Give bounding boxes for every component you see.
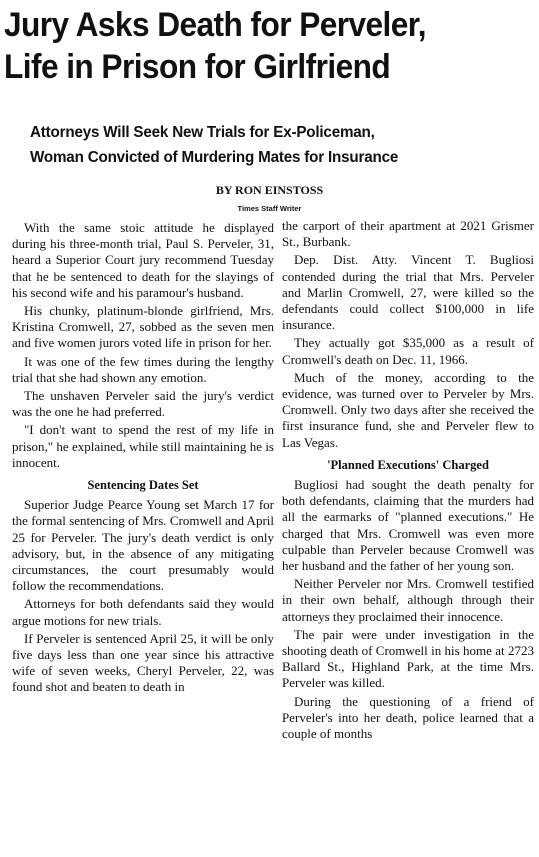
subheadline-line-1: Attorneys Will Seek New Trials for Ex-Policeman, [30, 124, 375, 141]
article-column-right [282, 218, 534, 744]
paragraph: Bugliosi had sought the death penalty for both defendants, claiming that the murders had all the earmarks of "planned executions." He charged that Mrs. Cromwell was even more culpable than Perveler because Cromwell was her husband and the father of her young son. [282, 477, 534, 574]
paragraph: The pair were under investigation in the shooting death of Cromwell in his home at 2723 Ballard St., Highland Park, at the time Mrs. Perveler was killed. [282, 626, 534, 691]
paragraph: Attorneys for both defendants said they would argue motions for new trials. [12, 596, 274, 628]
article-column-left [12, 220, 274, 698]
paragraph: "I don't want to spend the rest of my life in prison," he explained, while still maintaining he is innocent. [12, 422, 274, 470]
paragraph: During the questioning of a friend of Perveler's into her death, police learned that a couple of months [282, 693, 534, 742]
paragraph: Dep. Dist. Atty. Vincent T. Bugliosi contended during the trial that Mrs. Perveler and Marlin Cromwell, 27, were killed so the defendants could collect $100,000 in life insurance. [282, 252, 534, 333]
headline-line-1: Jury Asks Death for Perveler, [4, 6, 427, 44]
headline-line-2: Life in Prison for Girlfriend [4, 48, 391, 86]
section-heading: 'Planned Executions' Charged [327, 457, 489, 472]
paragraph: With the same stoic attitude he displayed during his three-month trial, Paul S. Perveler, 31, heard a Superior Court jury recommend Tuesday that he be sentenced to death for the slayings of his second wife and his paramour's husband. [12, 220, 274, 300]
byline: BY RON EINSTOSS [215, 183, 324, 197]
paragraph: The unshaven Perveler said the jury's verdict was the one he had preferred. [12, 388, 274, 420]
paragraph: His chunky, platinum-blonde girlfriend, Mrs. Kristina Cromwell, 27, sobbed as the seven men and five women jurors voted life in prison for her. [12, 303, 274, 351]
paragraph: They actually got $35,000 as a result of Cromwell's death on Dec. 11, 1966. [282, 335, 534, 367]
paragraph: Much of the money, according to the evidence, was turned over to Perveler by Mrs. Cromwell. Only two days after she received the first insurance fund, she and Perveler flew to Las Vegas. [282, 369, 534, 450]
paragraph: If Perveler is sentenced April 25, it will be only five days less than one year since his attractive wife of seven weeks, Cheryl Perveler, 22, was found shot and beaten to death in [12, 630, 274, 695]
section-heading: Sentencing Dates Set [87, 478, 199, 493]
paragraph: the carport of their apartment at 2021 Grismer St., Burbank. [282, 218, 534, 250]
paragraph: Neither Perveler nor Mrs. Cromwell testified in their own behalf, although through their attorneys they proclaimed their innocence. [282, 576, 534, 624]
paragraph: Superior Judge Pearce Young set March 17 for the formal sentencing of Mrs. Cromwell and April 25 for Perveler. The jury's death verdict is only advisory, but, in the absence of any mitigating circumstances, the court presumably would follow the recommendations. [12, 497, 274, 594]
subheadline-line-2: Woman Convicted of Murdering Mates for Insurance [30, 149, 399, 166]
staff-credit: Times Staff Writer [237, 204, 302, 213]
subheadline [30, 120, 524, 170]
paragraph: It was one of the few times during the lengthy trial that she had shown any emotion. [12, 353, 274, 385]
headline [4, 4, 499, 88]
